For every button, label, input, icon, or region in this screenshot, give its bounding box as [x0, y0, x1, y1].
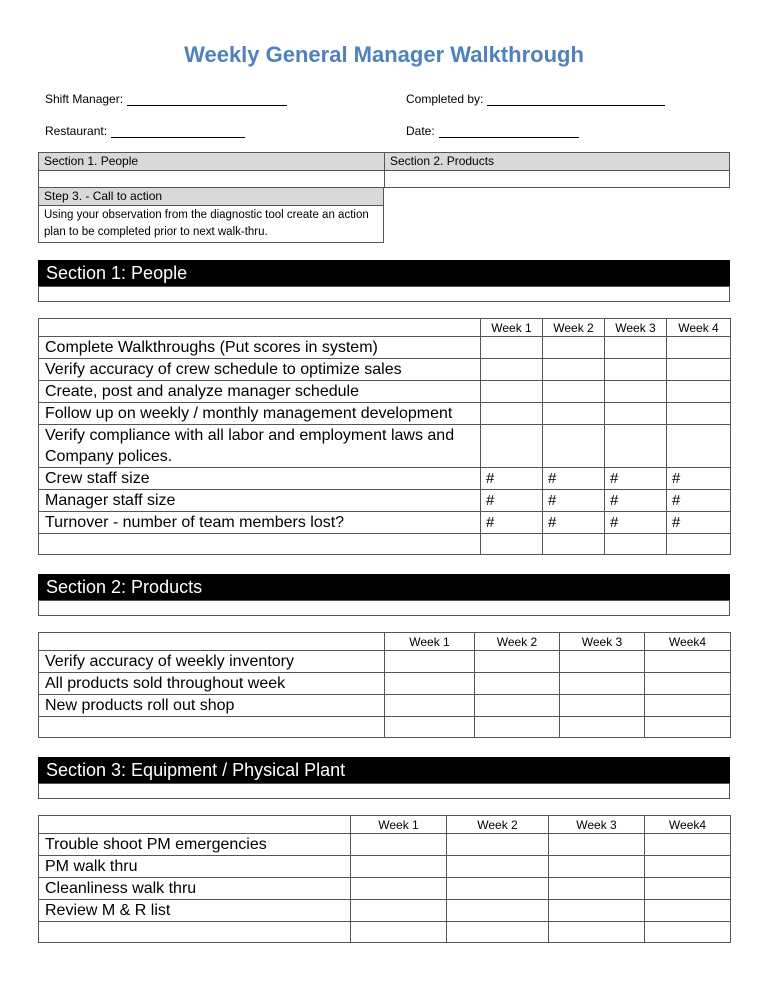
- week-cell[interactable]: [605, 337, 667, 359]
- blank-cell[interactable]: [645, 717, 731, 738]
- restaurant-field[interactable]: [45, 122, 245, 138]
- products-week-2: Week 2: [475, 633, 560, 651]
- week-cell[interactable]: [543, 359, 605, 381]
- week-cell[interactable]: [605, 359, 667, 381]
- week-cell[interactable]: [447, 856, 549, 878]
- week-cell[interactable]: [667, 381, 731, 403]
- table-row: [39, 651, 731, 673]
- week-cell[interactable]: [447, 878, 549, 900]
- week-cell[interactable]: [605, 425, 667, 468]
- count-cell[interactable]: #: [543, 490, 605, 512]
- week-cell[interactable]: [351, 878, 447, 900]
- equipment-item: PM walk thru: [39, 856, 351, 878]
- week-cell[interactable]: [475, 695, 560, 717]
- week-cell[interactable]: [543, 381, 605, 403]
- people-table: [38, 318, 731, 555]
- blank-cell[interactable]: [481, 534, 543, 555]
- summary-section1-cell[interactable]: [39, 171, 385, 188]
- week-cell[interactable]: [645, 834, 731, 856]
- count-cell[interactable]: #: [605, 468, 667, 490]
- date-label: Date:: [406, 124, 435, 138]
- table-row: [39, 673, 731, 695]
- section-products-note[interactable]: [38, 600, 730, 616]
- products-item: New products roll out shop: [39, 695, 385, 717]
- products-table: [38, 632, 731, 738]
- products-item: All products sold throughout week: [39, 673, 385, 695]
- week-cell[interactable]: [447, 900, 549, 922]
- blank-cell[interactable]: [39, 717, 385, 738]
- section-equipment-heading: Section 3: Equipment / Physical Plant: [38, 757, 730, 783]
- count-cell[interactable]: #: [667, 490, 731, 512]
- week-cell[interactable]: [667, 403, 731, 425]
- people-header-blank: [39, 319, 481, 337]
- people-item: Crew staff size: [39, 468, 481, 490]
- date-line[interactable]: [439, 125, 579, 138]
- count-cell[interactable]: #: [481, 512, 543, 534]
- week-cell[interactable]: [549, 900, 645, 922]
- week-cell[interactable]: [549, 834, 645, 856]
- completed-by-field[interactable]: [406, 90, 665, 106]
- people-item: Turnover - number of team members lost?: [39, 512, 481, 534]
- completed-by-label: Completed by:: [406, 92, 484, 106]
- equipment-table: [38, 815, 731, 943]
- table-row: [39, 425, 731, 468]
- people-item: Create, post and analyze manager schedule: [39, 381, 481, 403]
- week-cell[interactable]: [645, 856, 731, 878]
- week-cell[interactable]: [645, 878, 731, 900]
- week-cell[interactable]: [385, 651, 475, 673]
- week-cell[interactable]: [543, 425, 605, 468]
- equipment-week-1: Week 1: [351, 816, 447, 834]
- table-row: [39, 834, 731, 856]
- week-cell[interactable]: [481, 359, 543, 381]
- table-row: [39, 534, 731, 555]
- week-cell[interactable]: [549, 856, 645, 878]
- table-row: [39, 695, 731, 717]
- table-row: [39, 490, 731, 512]
- week-cell[interactable]: [385, 673, 475, 695]
- count-cell[interactable]: #: [667, 512, 731, 534]
- section-equipment-note[interactable]: [38, 783, 730, 799]
- week-cell[interactable]: [560, 695, 645, 717]
- week-cell[interactable]: [645, 651, 731, 673]
- summary-section1: Section 1. People: [39, 153, 385, 171]
- table-row: [39, 922, 731, 943]
- week-cell[interactable]: [645, 900, 731, 922]
- week-cell[interactable]: [481, 337, 543, 359]
- equipment-item: Review M & R list: [39, 900, 351, 922]
- count-cell[interactable]: #: [605, 512, 667, 534]
- week-cell[interactable]: [481, 425, 543, 468]
- week-cell[interactable]: [549, 878, 645, 900]
- call-to-action-table: [38, 187, 384, 243]
- blank-cell[interactable]: [605, 534, 667, 555]
- equipment-item: Trouble shoot PM emergencies: [39, 834, 351, 856]
- week-cell[interactable]: [543, 337, 605, 359]
- table-row: [39, 717, 731, 738]
- count-cell[interactable]: #: [481, 468, 543, 490]
- people-item: Verify compliance with all labor and employment laws and Company polices.: [39, 425, 481, 468]
- week-cell[interactable]: [605, 381, 667, 403]
- week-cell[interactable]: [645, 673, 731, 695]
- blank-cell[interactable]: [39, 922, 351, 943]
- blank-cell[interactable]: [549, 922, 645, 943]
- week-cell[interactable]: [560, 673, 645, 695]
- summary-section2-cell[interactable]: [385, 171, 730, 188]
- week-cell[interactable]: [351, 834, 447, 856]
- week-cell[interactable]: [667, 425, 731, 468]
- week-cell[interactable]: [543, 403, 605, 425]
- section-people-note[interactable]: [38, 286, 730, 302]
- count-cell[interactable]: #: [605, 490, 667, 512]
- restaurant-line[interactable]: [111, 125, 245, 138]
- summary-table: [38, 152, 730, 188]
- week-cell[interactable]: [351, 856, 447, 878]
- week-cell[interactable]: [351, 900, 447, 922]
- table-row: [39, 900, 731, 922]
- week-cell[interactable]: [605, 403, 667, 425]
- table-row: [39, 468, 731, 490]
- count-cell[interactable]: #: [481, 490, 543, 512]
- blank-cell[interactable]: [385, 717, 475, 738]
- restaurant-label: Restaurant:: [45, 124, 108, 138]
- table-row: [39, 403, 731, 425]
- blank-cell[interactable]: [560, 717, 645, 738]
- people-item: Manager staff size: [39, 490, 481, 512]
- equipment-header-blank: [39, 816, 351, 834]
- products-header-blank: [39, 633, 385, 651]
- week-cell[interactable]: [481, 403, 543, 425]
- people-week-4: Week 4: [667, 319, 731, 337]
- count-cell[interactable]: #: [543, 468, 605, 490]
- section-people-heading: Section 1: People: [38, 260, 730, 286]
- week-cell[interactable]: [560, 651, 645, 673]
- people-item: Follow up on weekly / monthly management development: [39, 403, 481, 425]
- blank-cell[interactable]: [39, 534, 481, 555]
- equipment-week-3: Week 3: [549, 816, 645, 834]
- people-week-2: Week 2: [543, 319, 605, 337]
- week-cell[interactable]: [667, 337, 731, 359]
- products-week-4: Week4: [645, 633, 731, 651]
- equipment-week-2: Week 2: [447, 816, 549, 834]
- shift-manager-line[interactable]: [127, 93, 287, 106]
- count-cell[interactable]: #: [667, 468, 731, 490]
- blank-cell[interactable]: [447, 922, 549, 943]
- table-row: [39, 512, 731, 534]
- table-row: [39, 359, 731, 381]
- table-row: [39, 381, 731, 403]
- people-item: Complete Walkthroughs (Put scores in system): [39, 337, 481, 359]
- shift-manager-label: Shift Manager:: [45, 92, 124, 106]
- table-row: [39, 856, 731, 878]
- equipment-item: Cleanliness walk thru: [39, 878, 351, 900]
- completed-by-line[interactable]: [487, 93, 665, 106]
- blank-cell[interactable]: [667, 534, 731, 555]
- products-item: Verify accuracy of weekly inventory: [39, 651, 385, 673]
- step3-title: Step 3. - Call to action: [39, 188, 384, 206]
- people-item: Verify accuracy of crew schedule to optimize sales: [39, 359, 481, 381]
- week-cell[interactable]: [385, 695, 475, 717]
- week-cell[interactable]: [475, 651, 560, 673]
- table-row: [39, 337, 731, 359]
- week-cell[interactable]: [645, 695, 731, 717]
- blank-cell[interactable]: [351, 922, 447, 943]
- week-cell[interactable]: [667, 359, 731, 381]
- blank-cell[interactable]: [543, 534, 605, 555]
- date-field[interactable]: [406, 122, 579, 138]
- summary-section2: Section 2. Products: [385, 153, 730, 171]
- count-cell[interactable]: #: [543, 512, 605, 534]
- section-products-heading: Section 2: Products: [38, 574, 730, 600]
- blank-cell[interactable]: [645, 922, 731, 943]
- blank-cell[interactable]: [475, 717, 560, 738]
- products-week-3: Week 3: [560, 633, 645, 651]
- week-cell[interactable]: [481, 381, 543, 403]
- week-cell[interactable]: [447, 834, 549, 856]
- products-week-1: Week 1: [385, 633, 475, 651]
- people-week-3: Week 3: [605, 319, 667, 337]
- equipment-week-4: Week4: [645, 816, 731, 834]
- shift-manager-field[interactable]: [45, 90, 287, 106]
- people-week-1: Week 1: [481, 319, 543, 337]
- table-row: [39, 878, 731, 900]
- page-title: Weekly General Manager Walkthrough: [184, 42, 584, 67]
- step3-text: Using your observation from the diagnostic tool create an action plan to be completed prior to next walk-thru.: [39, 206, 384, 243]
- week-cell[interactable]: [475, 673, 560, 695]
